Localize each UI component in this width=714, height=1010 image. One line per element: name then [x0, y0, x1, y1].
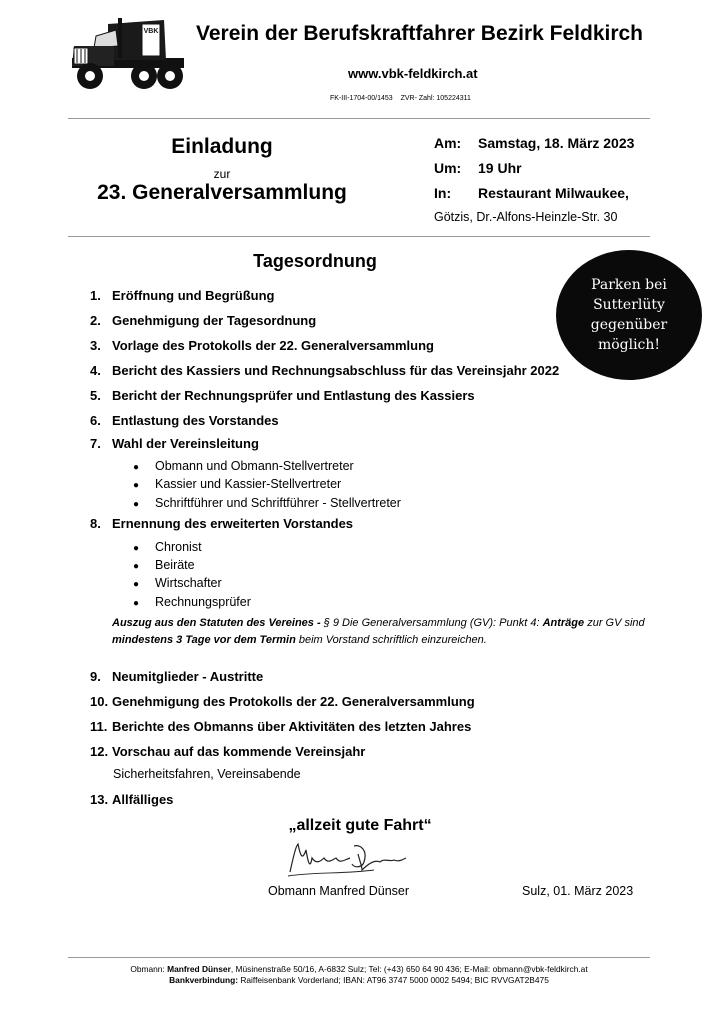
- item-number: 12.: [90, 744, 109, 759]
- item-text: Berichte des Obmanns über Aktivitäten des letzten Jahres: [112, 719, 472, 734]
- footer-text: Raiffeisenbank Vorderland; IBAN: AT96 3747 5000 0002 5494; BIC RVVGAT2B475: [238, 975, 549, 985]
- item-text: Bericht der Rechnungsprüfer und Entlastung des Kassiers: [112, 388, 475, 403]
- section-divider: [68, 236, 650, 237]
- footer-divider: [68, 957, 650, 958]
- parking-line: gegenüber: [590, 317, 668, 333]
- item-text: Vorlage des Protokolls der 22. Generalversammlung: [112, 338, 434, 353]
- invitation-event-name: 23. Generalversammlung: [97, 181, 347, 204]
- agenda-item: [90, 388, 475, 403]
- organization-name: Verein der Berufskraftfahrer Bezirk Feldkirch: [196, 22, 644, 45]
- item-number: 13.: [90, 792, 109, 807]
- item-number: 10.: [90, 694, 109, 709]
- item-text: Allfälliges: [112, 792, 174, 807]
- item-text: Ernennung des erweiterten Vorstandes: [112, 516, 354, 531]
- time-value: 19 Uhr: [478, 160, 522, 176]
- footer-bank: [60, 975, 658, 985]
- header-divider: [68, 118, 650, 119]
- agenda-item: [90, 413, 279, 428]
- agenda-item: [90, 436, 259, 451]
- motto: „allzeit gute Fahrt“: [288, 817, 432, 834]
- item-number: 8.: [90, 516, 101, 531]
- item-text: Wahl der Vereinsleitung: [112, 436, 259, 451]
- bullet-icon: ●: [133, 499, 140, 510]
- agenda-item: [90, 744, 365, 759]
- bullet-icon: ●: [133, 462, 140, 473]
- agenda-title: Tagesordnung: [253, 251, 377, 271]
- event-place: [434, 185, 629, 201]
- sub-list-item: [133, 496, 401, 510]
- item-number: 6.: [90, 413, 101, 428]
- item-text: Eröffnung und Begrüßung: [112, 288, 275, 303]
- note-text: § 9 Die Generalversammlung (GV): Punkt 4:: [320, 617, 543, 629]
- invitation-connector: zur: [213, 167, 231, 181]
- item-12-detail: Sicherheitsfahren, Vereinsabende: [113, 767, 301, 781]
- item-number: 1.: [90, 288, 101, 303]
- sub-item-text: Beiräte: [155, 558, 195, 572]
- item-number: 3.: [90, 338, 101, 353]
- note-bold: Anträge: [542, 617, 585, 629]
- agenda-item: [90, 516, 353, 531]
- place-and-date: Sulz, 01. März 2023: [522, 884, 634, 898]
- sub-item-text: Chronist: [155, 540, 202, 554]
- website-link[interactable]: www.vbk-feldkirch.at: [348, 66, 478, 81]
- bullet-icon: ●: [133, 543, 140, 554]
- note-bold: Auszug aus den Statuten des Vereines -: [112, 617, 321, 629]
- item-text: Genehmigung des Protokolls der 22. Generalversammlung: [112, 694, 475, 709]
- note-text: zur GV sind: [584, 617, 645, 629]
- event-date: [434, 135, 634, 151]
- signature-image: [284, 836, 414, 882]
- parking-line: Parken bei: [591, 277, 667, 293]
- parking-badge: [556, 250, 702, 380]
- sub-item-text: Schriftführer und Schriftführer - Stellvertreter: [155, 496, 401, 510]
- footer-name: Manfred Dünser: [167, 964, 231, 974]
- sub-list-item: [133, 576, 222, 590]
- zvr-number: ZVR- Zahl: 105224311: [400, 95, 471, 102]
- statute-note: [112, 615, 652, 649]
- item-text: Bericht des Kassiers und Rechnungsabschluss für das Vereinsjahr 2022: [112, 363, 560, 378]
- note-text: beim Vorstand schriftlich einzureichen.: [295, 634, 487, 646]
- agenda-item: [90, 669, 263, 684]
- sub-list-item: [133, 477, 341, 491]
- reg-number: FK-III-1704-00/1453: [330, 95, 393, 102]
- date-label: Am:: [434, 135, 462, 151]
- bullet-icon: ●: [133, 480, 140, 491]
- sub-list-item: [133, 459, 354, 473]
- parking-line: möglich!: [597, 337, 661, 353]
- footer-label: Bankverbindung:: [169, 975, 238, 985]
- bullet-icon: ●: [133, 579, 140, 590]
- invitation-title: Einladung: [171, 135, 273, 158]
- item-number: 7.: [90, 436, 101, 451]
- agenda-item: [90, 792, 173, 807]
- sub-item-text: Rechnungsprüfer: [155, 595, 251, 609]
- agenda-item: [90, 363, 559, 378]
- sub-list-item: [133, 595, 251, 609]
- item-text: Entlastung des Vorstandes: [112, 413, 279, 428]
- item-number: 4.: [90, 363, 101, 378]
- event-time: [434, 160, 522, 176]
- sub-item-text: Obmann und Obmann-Stellvertreter: [155, 459, 354, 473]
- item-text: Vorschau auf das kommende Vereinsjahr: [112, 744, 366, 759]
- event-address: Götzis, Dr.-Alfons-Heinzle-Str. 30: [434, 210, 618, 224]
- footer-text: , Müsinenstraße 50/16, A-6832 Sulz; Tel: (+43) 650 64 90 436; E-Mail: obmann@vbk-feldkirch.at: [230, 964, 588, 974]
- item-number: 2.: [90, 313, 101, 328]
- footer-label: Obmann:: [130, 964, 168, 974]
- logo-letter: VBK: [143, 28, 159, 35]
- agenda-item: [90, 288, 274, 303]
- time-label: Um:: [434, 160, 462, 176]
- place-label: In:: [434, 185, 452, 201]
- truck-logo-icon: [68, 16, 188, 96]
- parking-line: Sutterlüty: [593, 297, 665, 313]
- bullet-icon: ●: [133, 561, 140, 572]
- sub-item-text: Kassier und Kassier-Stellvertreter: [155, 477, 342, 491]
- signer-name: Obmann Manfred Dünser: [268, 884, 410, 898]
- item-number: 11.: [90, 719, 108, 734]
- item-text: Genehmigung der Tagesordnung: [112, 313, 317, 328]
- item-number: 9.: [90, 669, 101, 684]
- agenda-item: [90, 338, 434, 353]
- sub-list-item: [133, 558, 195, 572]
- agenda-item: [90, 719, 471, 734]
- sub-list-item: [133, 540, 202, 554]
- note-bold: mindestens 3 Tage vor dem Termin: [112, 634, 296, 646]
- bullet-icon: ●: [133, 598, 140, 609]
- footer-contact: [60, 964, 658, 974]
- item-text: Neumitglieder - Austritte: [112, 669, 264, 684]
- date-value: Samstag, 18. März 2023: [478, 135, 635, 151]
- agenda-item: [90, 694, 475, 709]
- sub-item-text: Wirtschafter: [155, 576, 222, 590]
- registration-line: [330, 95, 471, 102]
- place-value: Restaurant Milwaukee,: [478, 185, 629, 201]
- agenda-item: [90, 313, 316, 328]
- item-number: 5.: [90, 388, 101, 403]
